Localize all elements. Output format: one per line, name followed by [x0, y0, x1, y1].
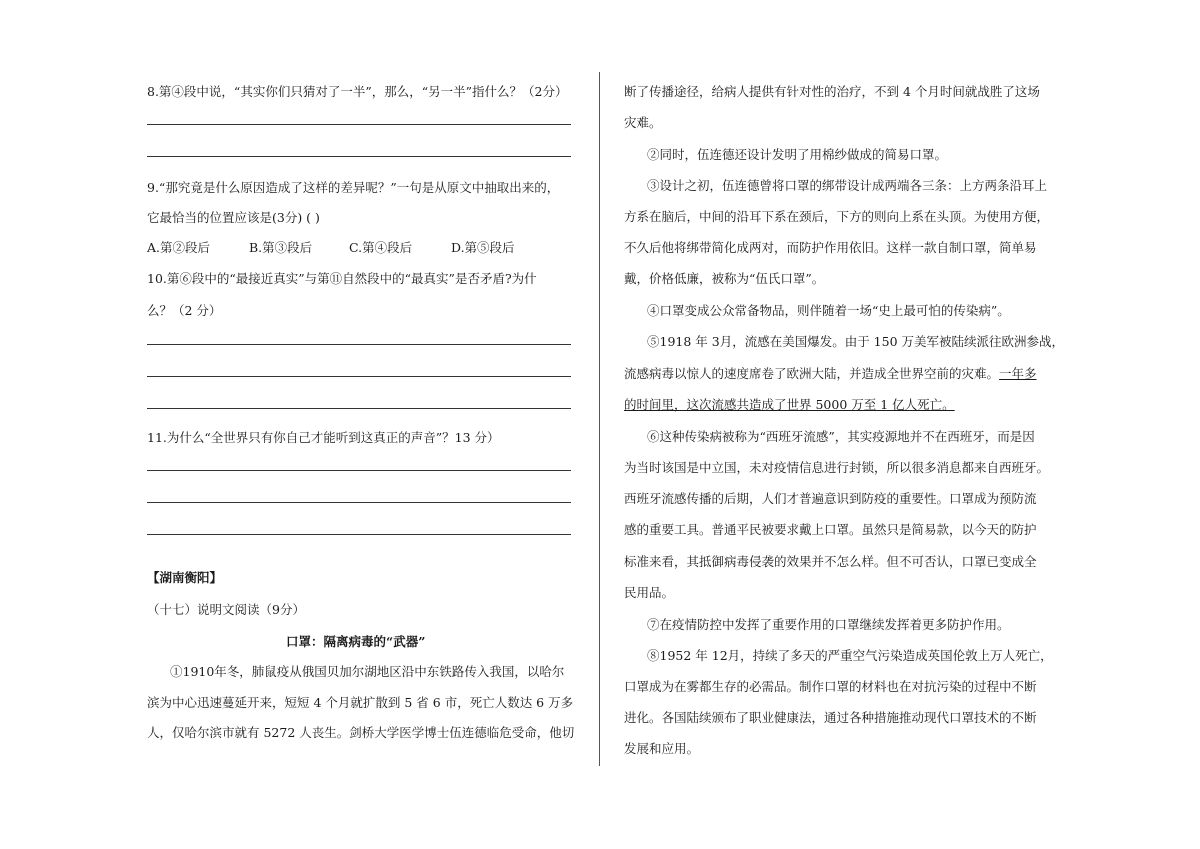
paragraph-line: 断了传播途径，给病人提供有针对性的治疗，不到 4 个月时间就战胜了这场 — [624, 84, 1040, 99]
paragraph-line: ④口罩变成公众常备物品，则伴随着一场“史上最可怕的传染病”。 — [647, 303, 1010, 318]
paragraph-line: ①1910年冬，肺鼠疫从俄国贝加尔湖地区沿中东铁路传入我国，以哈尔 — [170, 664, 565, 679]
underlined-text: 一年多 — [999, 366, 1037, 381]
paragraph-line — [624, 364, 1037, 382]
paragraph-line: ⑦在疫情防控中发挥了重要作用的口罩继续发挥着更多防护作用。 — [647, 617, 1010, 632]
paragraph-line: 不久后他将绑带简化成两对，而防护作用依旧。这样一款自制口罩，简单易 — [624, 240, 1037, 255]
question-9-line2: 它最恰当的位置应该是(3分) ( ) — [147, 210, 320, 225]
answer-line — [147, 156, 571, 157]
answer-line — [147, 502, 571, 503]
answer-line — [147, 534, 571, 535]
paragraph-line: 为当时该国是中立国，未对疫情信息进行封锁，所以很多消息都来自西班牙。 — [624, 460, 1050, 475]
answer-line — [147, 376, 571, 377]
question-10-line1: 10.第⑥段中的“最接近真实”与第⑪自然段中的“最真实”是否矛盾?为什 — [147, 271, 537, 286]
answer-line — [147, 408, 571, 409]
answer-line — [147, 344, 571, 345]
choice-d: D.第⑤段后 — [451, 240, 515, 255]
choice-b: B.第③段后 — [249, 240, 313, 255]
paragraph-line: 发展和应用。 — [624, 741, 700, 756]
article-title: 口罩：隔离病毒的“武器” — [286, 634, 426, 649]
paragraph-line: 口罩成为在雾都生存的必需品。制作口罩的材料也在对抗污染的过程中不断 — [624, 679, 1037, 694]
answer-line — [147, 124, 571, 125]
question-11: 11.为什么“全世界只有你自己才能听到这真正的声音”？13 分） — [147, 430, 500, 445]
paragraph-line: ③设计之初，伍连德曾将口罩的绑带设计成两端各三条：上方两条沿耳上 — [647, 178, 1048, 193]
paragraph-line: 感的重要工具。普通平民被要求戴上口罩。虽然只是简易款，以今天的防护 — [624, 522, 1037, 537]
underlined-sentence: 的时间里，这次流感共造成了世界 5000 万至 1 亿人死亡。 — [624, 397, 955, 412]
right-column — [600, 0, 1200, 849]
choice-c: C.第④段后 — [349, 240, 413, 255]
paragraph-line: ⑧1952 年 12月，持续了多天的严重空气污染造成英国伦敦上万人死亡， — [647, 648, 1053, 663]
paragraph-line: ⑤1918 年 3月，流感在美国爆发。由于 150 万美军被陆续派往欧洲参战， — [647, 334, 1065, 349]
question-8: 8.第④段中说，“其实你们只猜对了一半”，那么，“另一半”指什么？（2分） — [147, 84, 568, 99]
section-tag: 【湖南衡阳】 — [147, 570, 223, 585]
question-10-line2: 么？（2 分） — [147, 303, 222, 318]
paragraph-line: ⑥这种传染病被称为“西班牙流感”，其实疫源地并不在西班牙，而是因 — [647, 429, 1035, 444]
section-subtitle: （十七）说明文阅读（9分） — [147, 602, 305, 617]
answer-line — [147, 470, 571, 471]
paragraph-line: 灾难。 — [624, 115, 662, 130]
paragraph-line: 民用品。 — [624, 585, 675, 600]
paragraph-line: 戴，价格低廉，被称为“伍氏口罩”。 — [624, 271, 825, 286]
paragraph-line: 西班牙流感传播的后期，人们才普遍意识到防疫的重要性。口罩成为预防流 — [624, 491, 1037, 506]
paragraph-line: 滨为中心迅速蔓延开来，短短 4 个月就扩散到 5 省 6 市，死亡人数达 6 万多 — [147, 695, 574, 710]
question-9-line1: 9.“那究竟是什么原因造成了这样的差异呢？”一句是从原文中抽取出来的， — [147, 180, 560, 195]
paragraph-text: 流感病毒以惊人的速度席卷了欧洲大陆，并造成全世界空前的灾难。 — [624, 366, 1000, 381]
paragraph-line: 进化。各国陆续颁布了职业健康法，通过各种措施推动现代口罩技术的不断 — [624, 710, 1037, 725]
paragraph-line: 方系在脑后，中间的沿耳下系在颈后，下方的则向上系在头顶。为使用方便， — [624, 209, 1050, 224]
paragraph-line: ②同时，伍连德还设计发明了用棉纱做成的简易口罩。 — [647, 147, 948, 162]
paragraph-line: 标准来看，其抵御病毒侵袭的效果并不怎么样。但不可否认，口罩已变成全 — [624, 554, 1037, 569]
choice-a: A.第②段后 — [147, 240, 211, 255]
paragraph-line: 人，仅哈尔滨市就有 5272 人丧生。剑桥大学医学博士伍连德临危受命，他切 — [147, 725, 575, 740]
